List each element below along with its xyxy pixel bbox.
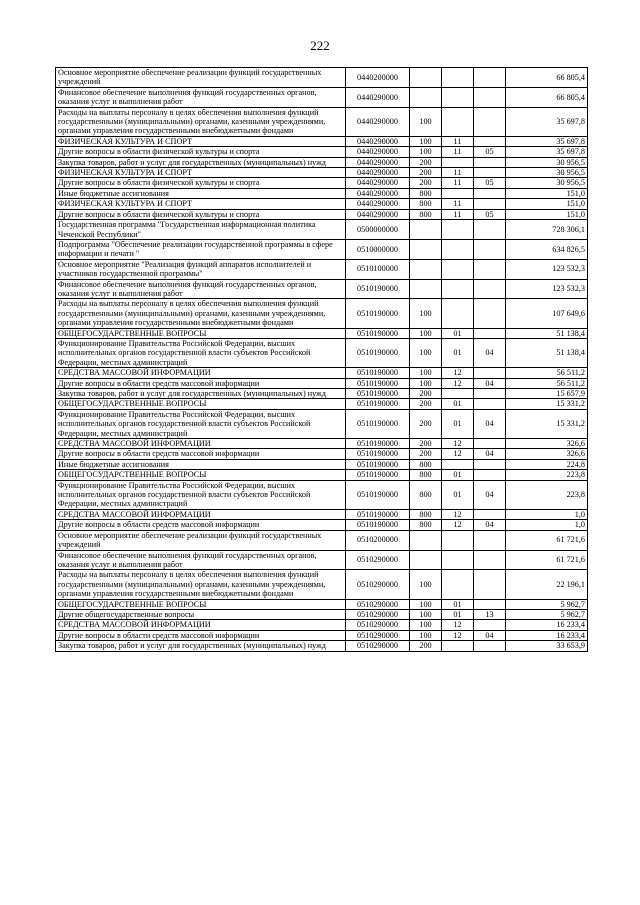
row-expense-type: 100 bbox=[410, 378, 442, 388]
row-expense-type: 100 bbox=[410, 299, 442, 328]
table-row bbox=[56, 199, 588, 209]
row-amount: 30 956,5 bbox=[506, 168, 588, 178]
row-name: Основное мероприятие обеспечение реализации функций государственных учреждений bbox=[56, 530, 346, 550]
row-amount: 51 138,4 bbox=[506, 328, 588, 338]
table-row bbox=[56, 157, 588, 167]
row-section: 11 bbox=[442, 209, 474, 219]
row-target-code: 0510290000 bbox=[346, 599, 410, 609]
row-expense-type: 800 bbox=[410, 470, 442, 480]
row-name: СРЕДСТВА МАССОВОЙ ИНФОРМАЦИИ bbox=[56, 368, 346, 378]
row-subsection bbox=[474, 570, 506, 599]
row-name: Другие вопросы в области средств массовой информации bbox=[56, 520, 346, 530]
table-row bbox=[56, 107, 588, 136]
row-expense-type bbox=[410, 279, 442, 299]
row-subsection: 04 bbox=[474, 520, 506, 530]
row-section: 11 bbox=[442, 178, 474, 188]
row-name: Другие вопросы в области физической культуры и спорта bbox=[56, 178, 346, 188]
row-amount: 123 532,3 bbox=[506, 259, 588, 279]
row-amount: 35 697,8 bbox=[506, 147, 588, 157]
table-row bbox=[56, 338, 588, 367]
row-expense-type: 100 bbox=[410, 136, 442, 146]
row-amount: 1,0 bbox=[506, 509, 588, 519]
table-row bbox=[56, 550, 588, 570]
row-expense-type: 200 bbox=[410, 449, 442, 459]
row-subsection bbox=[474, 239, 506, 259]
row-name: ОБЩЕГОСУДАРСТВЕННЫЕ ВОПРОСЫ bbox=[56, 328, 346, 338]
row-expense-type bbox=[410, 239, 442, 259]
row-subsection: 05 bbox=[474, 209, 506, 219]
row-subsection bbox=[474, 641, 506, 651]
row-section: 01 bbox=[442, 599, 474, 609]
row-name: ФИЗИЧЕСКАЯ КУЛЬТУРА И СПОРТ bbox=[56, 168, 346, 178]
row-target-code: 0440290000 bbox=[346, 199, 410, 209]
row-section bbox=[442, 530, 474, 550]
row-amount: 634 826,5 bbox=[506, 239, 588, 259]
row-section bbox=[442, 299, 474, 328]
row-target-code: 0510290000 bbox=[346, 570, 410, 599]
row-amount: 15 331,2 bbox=[506, 409, 588, 438]
row-subsection bbox=[474, 220, 506, 240]
row-target-code: 0510290000 bbox=[346, 550, 410, 570]
row-target-code: 0510190000 bbox=[346, 480, 410, 509]
table-row bbox=[56, 609, 588, 619]
row-expense-type bbox=[410, 68, 442, 88]
table-row bbox=[56, 239, 588, 259]
row-section bbox=[442, 239, 474, 259]
row-amount: 15 331,2 bbox=[506, 399, 588, 409]
row-amount: 61 721,6 bbox=[506, 530, 588, 550]
row-expense-type: 100 bbox=[410, 368, 442, 378]
row-name: Государственная программа "Государственная информационная политика Чеченской Республики" bbox=[56, 220, 346, 240]
row-target-code: 0440290000 bbox=[346, 87, 410, 107]
row-name: Расходы на выплаты персоналу в целях обеспечения выполнения функций государственными (муниципальными) органами, казенными учреждениями, органами управления государственными внебюджетными фондами bbox=[56, 299, 346, 328]
row-section: 12 bbox=[442, 509, 474, 519]
row-name: Финансовое обеспечение выполнения функций государственных органов, оказания услуг и выполнения работ bbox=[56, 550, 346, 570]
row-name: Основное мероприятие "Реализация функций аппаратов исполнителей и участников государственной программы" bbox=[56, 259, 346, 279]
row-name: Закупка товаров, работ и услуг для государственных (муниципальных) нужд bbox=[56, 157, 346, 167]
row-target-code: 0510000000 bbox=[346, 239, 410, 259]
row-subsection bbox=[474, 259, 506, 279]
row-subsection bbox=[474, 470, 506, 480]
row-section: 01 bbox=[442, 338, 474, 367]
row-name: Другие вопросы в области физической культуры и спорта bbox=[56, 209, 346, 219]
row-target-code: 0510190000 bbox=[346, 389, 410, 399]
row-target-code: 0510100000 bbox=[346, 259, 410, 279]
row-amount: 35 697,8 bbox=[506, 136, 588, 146]
row-name: Иные бюджетные ассигнования bbox=[56, 459, 346, 469]
row-target-code: 0510190000 bbox=[346, 459, 410, 469]
row-section bbox=[442, 641, 474, 651]
row-section: 11 bbox=[442, 199, 474, 209]
table-row bbox=[56, 220, 588, 240]
row-name: Основное мероприятие обеспечение реализации функций государственных учреждений bbox=[56, 68, 346, 88]
table-row bbox=[56, 328, 588, 338]
row-expense-type: 200 bbox=[410, 157, 442, 167]
page-number: 222 bbox=[310, 38, 330, 53]
row-subsection bbox=[474, 530, 506, 550]
row-section: 12 bbox=[442, 378, 474, 388]
row-subsection bbox=[474, 459, 506, 469]
row-target-code: 0440200000 bbox=[346, 68, 410, 88]
row-target-code: 0510190000 bbox=[346, 439, 410, 449]
row-section: 01 bbox=[442, 609, 474, 619]
row-name: Финансовое обеспечение выполнения функций государственных органов, оказания услуг и выполнения работ bbox=[56, 279, 346, 299]
row-section: 12 bbox=[442, 520, 474, 530]
row-subsection bbox=[474, 136, 506, 146]
row-amount: 30 956,5 bbox=[506, 178, 588, 188]
row-name: Иные бюджетные ассигнования bbox=[56, 188, 346, 198]
row-expense-type: 100 bbox=[410, 107, 442, 136]
row-amount: 5 962,7 bbox=[506, 609, 588, 619]
row-name: ОБЩЕГОСУДАРСТВЕННЫЕ ВОПРОСЫ bbox=[56, 470, 346, 480]
row-name: Подпрограмма "Обеспечение реализации государственной программы в сфере информации и печати " bbox=[56, 239, 346, 259]
row-amount: 151,0 bbox=[506, 199, 588, 209]
row-expense-type: 100 bbox=[410, 599, 442, 609]
row-amount: 224,8 bbox=[506, 459, 588, 469]
table-row bbox=[56, 389, 588, 399]
row-subsection bbox=[474, 188, 506, 198]
row-expense-type: 100 bbox=[410, 328, 442, 338]
row-target-code: 0510290000 bbox=[346, 620, 410, 630]
row-subsection: 04 bbox=[474, 630, 506, 640]
table-row bbox=[56, 178, 588, 188]
row-name: Функционирование Правительства Российской Федерации, высших исполнительных органов государственной власти субъектов Российской Федерации, местных администраций bbox=[56, 409, 346, 438]
row-amount: 326,6 bbox=[506, 439, 588, 449]
row-target-code: 0440290000 bbox=[346, 147, 410, 157]
row-amount: 66 805,4 bbox=[506, 68, 588, 88]
row-amount: 151,0 bbox=[506, 209, 588, 219]
row-section: 01 bbox=[442, 409, 474, 438]
row-expense-type bbox=[410, 530, 442, 550]
table-row bbox=[56, 136, 588, 146]
row-amount: 15 657,9 bbox=[506, 389, 588, 399]
row-amount: 326,6 bbox=[506, 449, 588, 459]
row-section bbox=[442, 259, 474, 279]
row-amount: 56 511,2 bbox=[506, 378, 588, 388]
row-name: ОБЩЕГОСУДАРСТВЕННЫЕ ВОПРОСЫ bbox=[56, 599, 346, 609]
row-expense-type: 200 bbox=[410, 399, 442, 409]
row-amount: 1,0 bbox=[506, 520, 588, 530]
row-target-code: 0440290000 bbox=[346, 188, 410, 198]
row-amount: 35 697,8 bbox=[506, 107, 588, 136]
table-row bbox=[56, 147, 588, 157]
row-name: СРЕДСТВА МАССОВОЙ ИНФОРМАЦИИ bbox=[56, 620, 346, 630]
table-row bbox=[56, 599, 588, 609]
table-row bbox=[56, 209, 588, 219]
row-expense-type: 100 bbox=[410, 338, 442, 367]
row-target-code: 0510190000 bbox=[346, 299, 410, 328]
row-amount: 30 956,5 bbox=[506, 157, 588, 167]
row-section: 01 bbox=[442, 328, 474, 338]
row-target-code: 0510290000 bbox=[346, 630, 410, 640]
row-subsection bbox=[474, 87, 506, 107]
budget-table bbox=[55, 67, 588, 652]
row-section: 12 bbox=[442, 630, 474, 640]
row-name: ФИЗИЧЕСКАЯ КУЛЬТУРА И СПОРТ bbox=[56, 136, 346, 146]
row-target-code: 0440290000 bbox=[346, 178, 410, 188]
row-subsection bbox=[474, 399, 506, 409]
row-amount: 5 962,7 bbox=[506, 599, 588, 609]
row-section bbox=[442, 107, 474, 136]
table-row bbox=[56, 68, 588, 88]
table-row bbox=[56, 378, 588, 388]
row-subsection bbox=[474, 599, 506, 609]
table-row bbox=[56, 530, 588, 550]
row-expense-type: 100 bbox=[410, 630, 442, 640]
table-row bbox=[56, 480, 588, 509]
row-subsection bbox=[474, 199, 506, 209]
row-amount: 123 532,3 bbox=[506, 279, 588, 299]
row-subsection bbox=[474, 168, 506, 178]
row-target-code: 0510190000 bbox=[346, 279, 410, 299]
row-target-code: 0440290000 bbox=[346, 157, 410, 167]
row-expense-type: 200 bbox=[410, 409, 442, 438]
row-amount: 22 196,1 bbox=[506, 570, 588, 599]
table-row bbox=[56, 299, 588, 328]
row-subsection: 04 bbox=[474, 409, 506, 438]
row-expense-type: 200 bbox=[410, 178, 442, 188]
row-amount: 56 511,2 bbox=[506, 368, 588, 378]
table-row bbox=[56, 449, 588, 459]
row-amount: 728 306,1 bbox=[506, 220, 588, 240]
row-target-code: 0500000000 bbox=[346, 220, 410, 240]
row-section: 11 bbox=[442, 168, 474, 178]
row-subsection bbox=[474, 550, 506, 570]
row-section bbox=[442, 459, 474, 469]
row-expense-type: 200 bbox=[410, 168, 442, 178]
row-subsection bbox=[474, 509, 506, 519]
row-expense-type: 800 bbox=[410, 199, 442, 209]
row-expense-type: 800 bbox=[410, 509, 442, 519]
row-name: Закупка товаров, работ и услуг для государственных (муниципальных) нужд bbox=[56, 389, 346, 399]
row-target-code: 0510190000 bbox=[346, 509, 410, 519]
row-target-code: 0510290000 bbox=[346, 609, 410, 619]
row-section bbox=[442, 570, 474, 599]
row-subsection bbox=[474, 107, 506, 136]
budget-table-body bbox=[56, 68, 588, 652]
row-expense-type: 100 bbox=[410, 620, 442, 630]
row-target-code: 0510190000 bbox=[346, 409, 410, 438]
row-name: ОБЩЕГОСУДАРСТВЕННЫЕ ВОПРОСЫ bbox=[56, 399, 346, 409]
row-subsection: 04 bbox=[474, 449, 506, 459]
row-name: Расходы на выплаты персоналу в целях обеспечения выполнения функций государственными (муниципальными) органами, казенными учреждениями, органами управления государственными внебюджетными фондами bbox=[56, 107, 346, 136]
row-target-code: 0510190000 bbox=[346, 520, 410, 530]
row-amount: 33 653,9 bbox=[506, 641, 588, 651]
table-row bbox=[56, 399, 588, 409]
row-target-code: 0510190000 bbox=[346, 368, 410, 378]
table-row bbox=[56, 368, 588, 378]
row-name: Другие вопросы в области средств массовой информации bbox=[56, 378, 346, 388]
row-subsection bbox=[474, 68, 506, 88]
row-subsection bbox=[474, 279, 506, 299]
row-target-code: 0440290000 bbox=[346, 168, 410, 178]
row-subsection bbox=[474, 620, 506, 630]
row-section bbox=[442, 550, 474, 570]
row-section bbox=[442, 87, 474, 107]
row-subsection bbox=[474, 389, 506, 399]
row-expense-type: 200 bbox=[410, 439, 442, 449]
table-row bbox=[56, 188, 588, 198]
row-name: Функционирование Правительства Российской Федерации, высших исполнительных органов государственной власти субъектов Российской Федерации, местных администраций bbox=[56, 480, 346, 509]
row-amount: 151,0 bbox=[506, 188, 588, 198]
row-section bbox=[442, 279, 474, 299]
table-row bbox=[56, 509, 588, 519]
row-expense-type: 800 bbox=[410, 459, 442, 469]
row-amount: 16 233,4 bbox=[506, 630, 588, 640]
row-target-code: 0510190000 bbox=[346, 449, 410, 459]
row-name: Другие вопросы в области средств массовой информации bbox=[56, 630, 346, 640]
row-expense-type bbox=[410, 550, 442, 570]
row-target-code: 0510190000 bbox=[346, 328, 410, 338]
row-amount: 223,8 bbox=[506, 470, 588, 480]
row-subsection: 05 bbox=[474, 178, 506, 188]
row-name: Другие вопросы в области средств массовой информации bbox=[56, 449, 346, 459]
row-section: 12 bbox=[442, 368, 474, 378]
table-row bbox=[56, 439, 588, 449]
row-name: Финансовое обеспечение выполнения функций государственных органов, оказания услуг и выполнения работ bbox=[56, 87, 346, 107]
row-subsection bbox=[474, 368, 506, 378]
row-expense-type: 800 bbox=[410, 520, 442, 530]
row-expense-type bbox=[410, 259, 442, 279]
row-section bbox=[442, 68, 474, 88]
table-row bbox=[56, 279, 588, 299]
table-row bbox=[56, 570, 588, 599]
row-section: 11 bbox=[442, 147, 474, 157]
row-expense-type bbox=[410, 87, 442, 107]
table-row bbox=[56, 168, 588, 178]
row-name: Другие общегосударственные вопросы bbox=[56, 609, 346, 619]
row-expense-type: 200 bbox=[410, 389, 442, 399]
row-name: Функционирование Правительства Российской Федерации, высших исполнительных органов государственной власти субъектов Российской Федерации, местных администраций bbox=[56, 338, 346, 367]
table-row bbox=[56, 620, 588, 630]
row-amount: 223,8 bbox=[506, 480, 588, 509]
table-row bbox=[56, 459, 588, 469]
row-name: Закупка товаров, работ и услуг для государственных (муниципальных) нужд bbox=[56, 641, 346, 651]
row-section: 12 bbox=[442, 449, 474, 459]
row-target-code: 0510190000 bbox=[346, 378, 410, 388]
row-name: ФИЗИЧЕСКАЯ КУЛЬТУРА И СПОРТ bbox=[56, 199, 346, 209]
row-section: 01 bbox=[442, 470, 474, 480]
row-target-code: 0510200000 bbox=[346, 530, 410, 550]
row-subsection bbox=[474, 439, 506, 449]
row-section: 11 bbox=[442, 136, 474, 146]
row-amount: 51 138,4 bbox=[506, 338, 588, 367]
row-expense-type: 800 bbox=[410, 480, 442, 509]
row-section bbox=[442, 157, 474, 167]
row-subsection: 04 bbox=[474, 480, 506, 509]
row-expense-type: 200 bbox=[410, 641, 442, 651]
row-section bbox=[442, 220, 474, 240]
table-row bbox=[56, 470, 588, 480]
row-target-code: 0510190000 bbox=[346, 399, 410, 409]
row-subsection: 05 bbox=[474, 147, 506, 157]
row-target-code: 0510290000 bbox=[346, 641, 410, 651]
row-expense-type: 100 bbox=[410, 570, 442, 599]
row-amount: 61 721,6 bbox=[506, 550, 588, 570]
row-name: СРЕДСТВА МАССОВОЙ ИНФОРМАЦИИ bbox=[56, 439, 346, 449]
row-section bbox=[442, 188, 474, 198]
row-name: Другие вопросы в области физической культуры и спорта bbox=[56, 147, 346, 157]
row-section: 12 bbox=[442, 439, 474, 449]
table-row bbox=[56, 259, 588, 279]
row-target-code: 0440290000 bbox=[346, 136, 410, 146]
row-expense-type: 800 bbox=[410, 209, 442, 219]
row-subsection: 04 bbox=[474, 378, 506, 388]
row-expense-type: 100 bbox=[410, 147, 442, 157]
row-subsection bbox=[474, 299, 506, 328]
row-subsection bbox=[474, 328, 506, 338]
table-row bbox=[56, 87, 588, 107]
row-amount: 66 805,4 bbox=[506, 87, 588, 107]
row-expense-type bbox=[410, 220, 442, 240]
row-target-code: 0510190000 bbox=[346, 470, 410, 480]
table-row bbox=[56, 630, 588, 640]
row-name: СРЕДСТВА МАССОВОЙ ИНФОРМАЦИИ bbox=[56, 509, 346, 519]
row-section bbox=[442, 389, 474, 399]
table-row bbox=[56, 520, 588, 530]
row-amount: 107 649,6 bbox=[506, 299, 588, 328]
row-section: 12 bbox=[442, 620, 474, 630]
row-target-code: 0510190000 bbox=[346, 338, 410, 367]
table-row bbox=[56, 409, 588, 438]
row-section: 01 bbox=[442, 480, 474, 509]
row-subsection: 13 bbox=[474, 609, 506, 619]
row-subsection bbox=[474, 157, 506, 167]
row-expense-type: 100 bbox=[410, 609, 442, 619]
row-target-code: 0440290000 bbox=[346, 209, 410, 219]
row-amount: 16 233,4 bbox=[506, 620, 588, 630]
row-subsection: 04 bbox=[474, 338, 506, 367]
table-row bbox=[56, 641, 588, 651]
row-section: 01 bbox=[442, 399, 474, 409]
row-target-code: 0440290000 bbox=[346, 107, 410, 136]
row-name: Расходы на выплаты персоналу в целях обеспечения выполнения функций государственными (муниципальными) органами, казенными учреждениями, органами управления государственными внебюджетными фондами bbox=[56, 570, 346, 599]
row-expense-type: 800 bbox=[410, 188, 442, 198]
